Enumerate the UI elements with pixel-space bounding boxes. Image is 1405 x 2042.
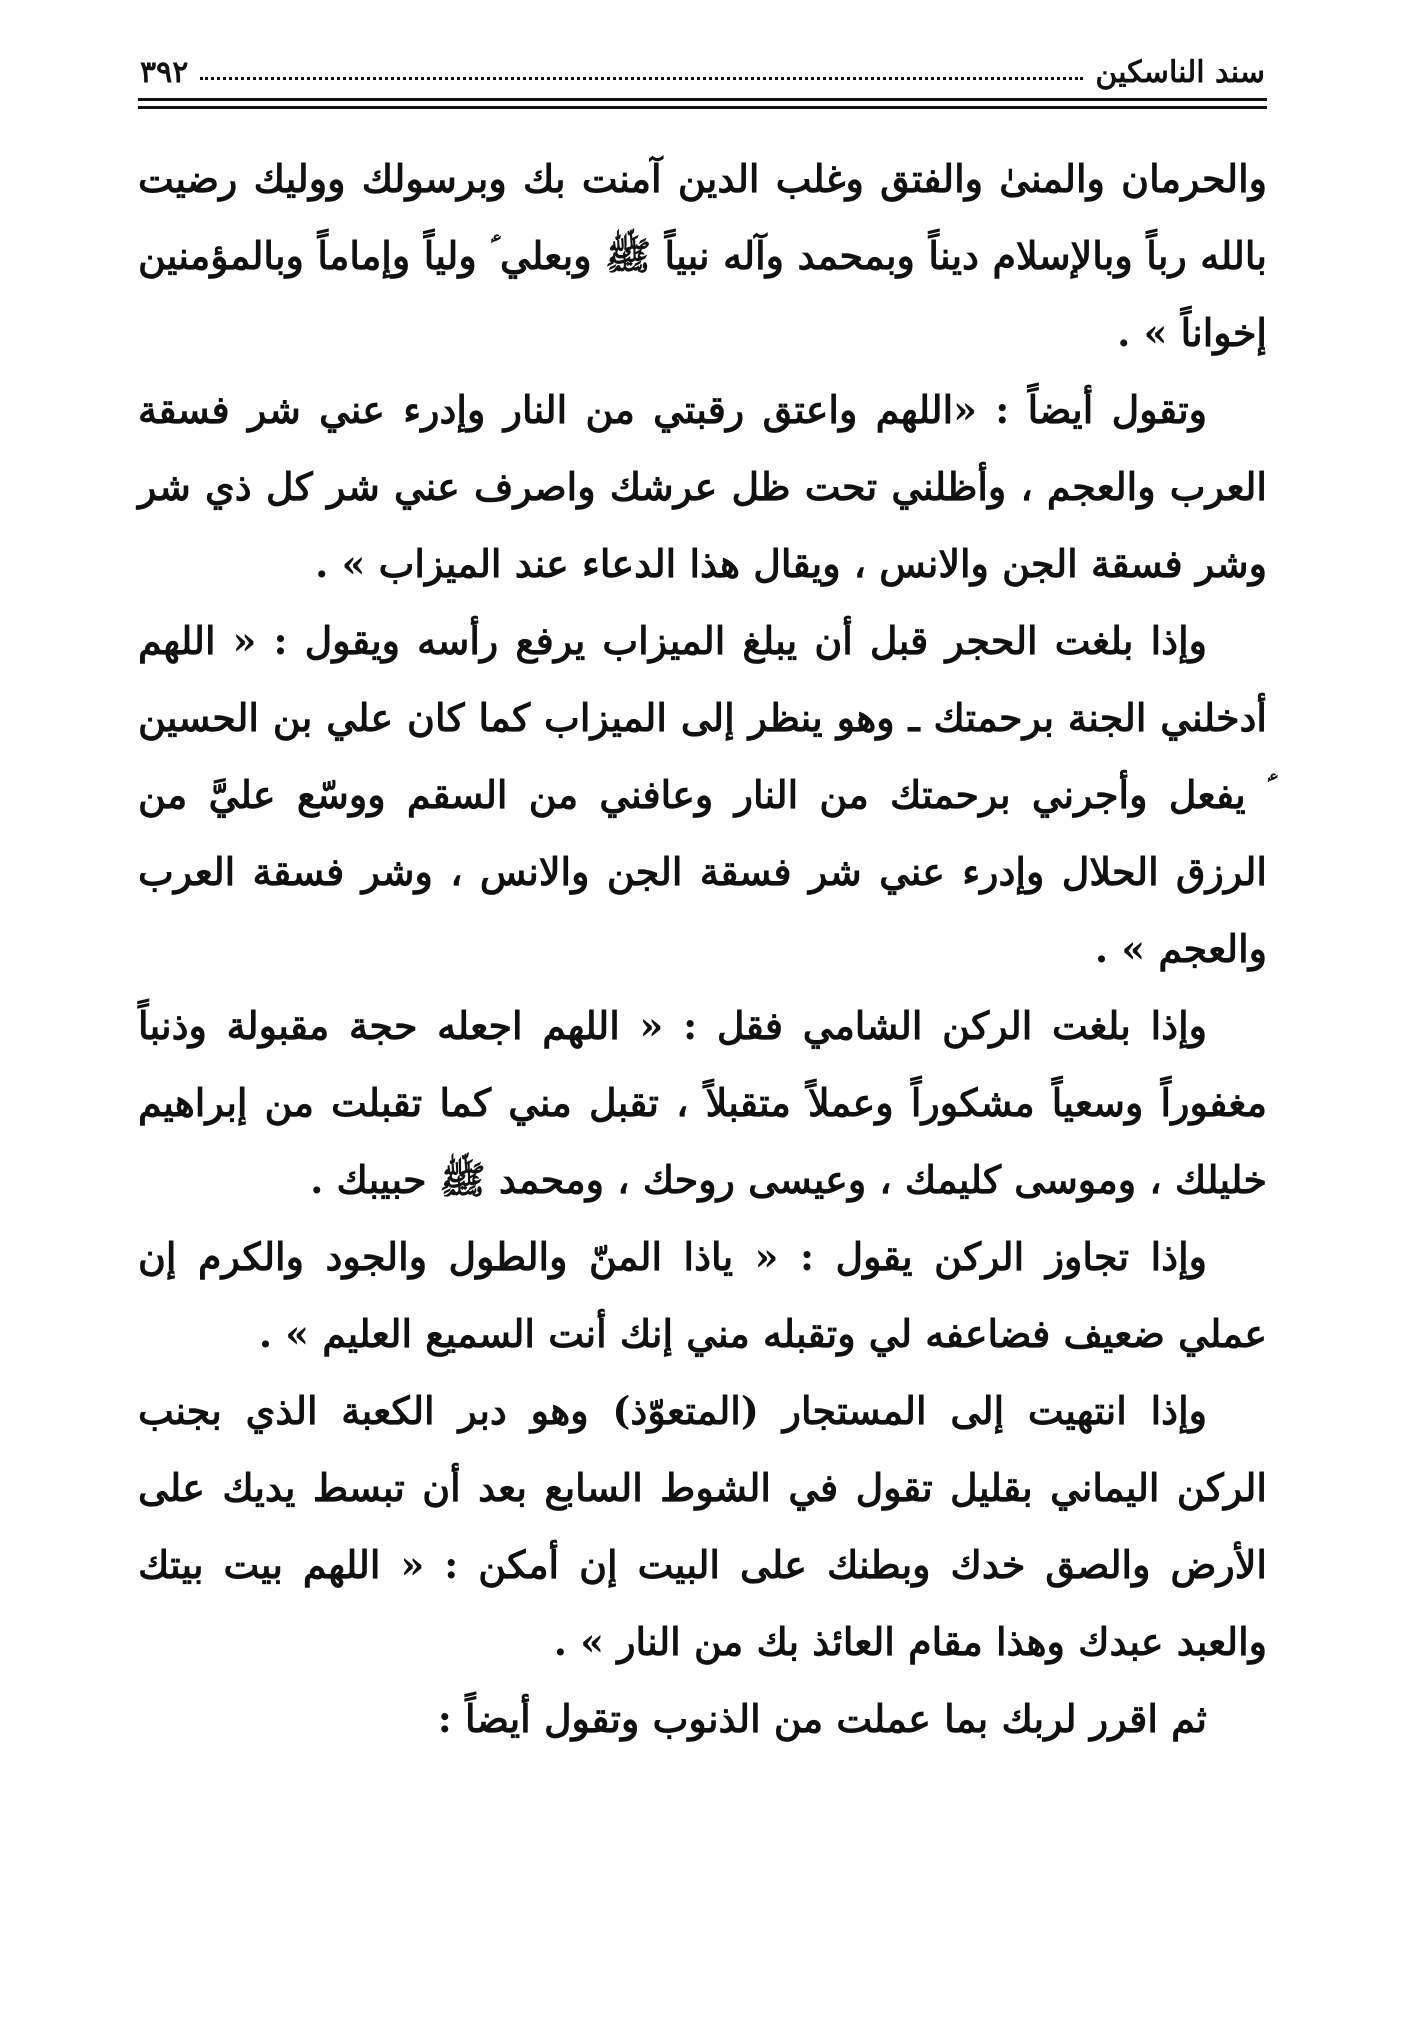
paragraph: وإذا بلغت الحجر قبل أن يبلغ الميزاب يرفع رأسه ويقول : « اللهم أدخلني الجنة برحمتك ـ وهو ينظر إلى الميزاب كما كان علي بن الحسين ؑ يفعل وأجرني برحمتك من النار وعافني من السقم ووسّع عليَّ من الرزق الحلال وإدرء عني شر فسقة الجن والانس ، وشر فسقة العرب والعجم » . bbox=[138, 618, 1267, 971]
header-rule-bottom bbox=[138, 106, 1267, 109]
main-text bbox=[138, 140, 1267, 1757]
paragraph: وإذا بلغت الركن الشامي فقل : « اللهم اجعله حجة مقبولة وذنباً مغفوراً وسعياً مشكوراً وعملاً متقبلاً ، تقبل مني كما تقبلت من إبراهيم خليلك ، وموسى كليمك ، وعيسى روحك ، ومحمد ﷺ حبيبك . bbox=[138, 1003, 1267, 1202]
paragraph: وإذا تجاوز الركن يقول : « ياذا المنّ والطول والجود والكرم إن عملي ضعيف فضاعفه لي وتقبله مني إنك أنت السميع العليم » . bbox=[138, 1234, 1267, 1356]
paragraph: والحرمان والمنىٰ والفتق وغلب الدين آمنت بك وبرسولك ووليك رضيت بالله رباً وبالإسلام ديناً وبمحمد وآله نبياً ﷺ وبعلي ؑ ولياً وإماماً وبالمؤمنين إخواناً » . bbox=[138, 156, 1267, 355]
book-title: سند الناسكين bbox=[1095, 55, 1265, 90]
paragraph: وتقول أيضاً : «اللهم واعتق رقبتي من النار وإدرء عني شر فسقة العرب والعجم ، وأظلني تحت ظل عرشك واصرف عني شر كل ذي شر وشر فسقة الجن والانس ، ويقال هذا الدعاء عند الميزاب » . bbox=[138, 387, 1267, 586]
page-number: ٣٩٢ bbox=[140, 55, 189, 90]
paragraph: وإذا انتهيت إلى المستجار (المتعوّذ) وهو دبر الكعبة الذي بجنب الركن اليماني بقليل تقول في الشوط السابع بعد أن تبسط يديك على الأرض والصق خدك وبطنك على البيت إن أمكن : « اللهم بيت بيتك والعبد عبدك وهذا مقام العائذ بك من النار » . bbox=[138, 1388, 1267, 1664]
header-dot-leader bbox=[200, 77, 1083, 80]
running-header bbox=[140, 38, 1265, 88]
header-rule-top bbox=[138, 98, 1267, 101]
paragraph: ثم اقرر لربك بما عملت من الذنوب وتقول أيضاً : bbox=[437, 1696, 1207, 1741]
